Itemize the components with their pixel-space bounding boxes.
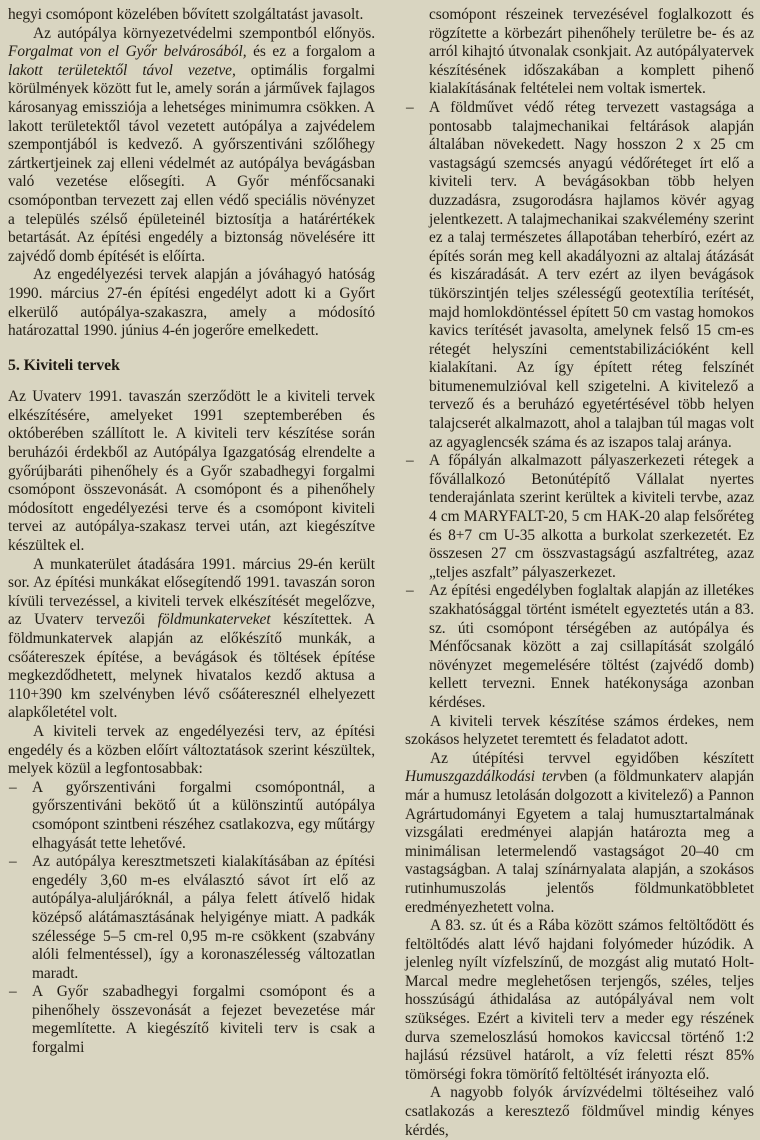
right-column	[405, 6, 754, 1140]
left-column	[8, 6, 375, 1058]
text-run: készítettek. A földmunkatervek alapján az előkészítő munkák, a csőátereszek építése, a bevágások és töltések építése megkezdődhetett, melynek hivatalos kezdő aktusa a 110+390 km szelvényben lévő csőáteresznél elhelyezett alapkőletétel volt.	[8, 611, 375, 722]
paragraph	[8, 723, 375, 779]
bullet-dash-icon: –	[406, 98, 414, 116]
text-run: A munkaterület átadására 1991. március 29-én került sor. Az építési munkákat elősegítendő 1991. tavaszán soron kívüli tervezéssel, a kiviteli tervek elkészítését megelőzve, az Uvaterv tervezői	[8, 555, 375, 629]
bullet-dash-icon: –	[9, 983, 17, 1001]
paragraph	[8, 266, 375, 340]
paragraph-continuation	[8, 388, 375, 555]
italic-text-run: Forgalmat von el Győr belvárosából,	[8, 43, 247, 61]
paragraph	[405, 713, 754, 750]
paragraph-continuation	[8, 6, 375, 25]
bullet-item	[8, 983, 375, 1057]
paragraph	[405, 1084, 754, 1140]
text-run: optimális forgalmi körülmények között fut le, amely során a járművek fajlagos károsanyag emissziója a lehetséges minimumra csökken. A lakott területektől távol vezetett autópálya a zajvédelem szempontjából is kedvező. A győrszentiváni szőlőhegy zártkertjeinek zaj elleni védelmét az autópálya bevágásban való vezetése elősegíti. A Győr ménfőcsanaki csomópontban tervezett zaj ellen védő speciális növényzet a település szélső épületeinél biztosítja a határértékek betartását. Az építési engedély a biztonság növelésére itt zajvédő domb építését is előírta.	[8, 61, 376, 265]
text-run: A győrszentiváni forgalmi csomópontnál, a győrszentiváni bekötő út a különszintű autópálya csomópont szintbeni részéhez csatlakozva, egy műtárgy elhagyását tette lehetővé.	[32, 778, 375, 852]
bullet-item	[405, 582, 754, 712]
text-run: ben (a földmunkaterv alapján már a humusz letolásán dolgozott a kivitelező) a Pannon Agrártudományi Egyetem a talaj humusztartalmának vizsgálati eredményei alapján határozta meg a minimálisan letermelendő vastagságot 20–40 cm vastagságban. A talaj színárnyalata alapján, a szokásos rutinhumuszolás jelentős földmunkatöbbletet eredményezhetett volna.	[405, 768, 754, 916]
italic-text-run: földmunkaterveket	[157, 611, 271, 629]
text-run: A kiviteli tervek az engedélyezési terv, az építési engedély és a közben előírt változtatások szerint készültek, melyek közül a legfontosabbak:	[8, 722, 375, 778]
text-run: Az Uvaterv 1991. tavaszán szerződött le a kiviteli tervek elkészítésére, amelyeket 1991 szeptemberében és októberében szállított le. A kiviteli terv készítése során beruházói érdekből az Autópálya Igazgatóság elrendelte a győrújbaráti pihenőhely és a Győr szabadhegyi forgalmi csomópont összevonását. A csomópont és a pihenőhely módosított engedélyezési terve és a csomópont kiviteli tervei az autópálya-szakasz tervei után, azt kiegészítve készültek el.	[8, 388, 375, 555]
bullet-dash-icon: –	[9, 778, 17, 796]
bullet-dash-icon: –	[406, 452, 414, 470]
paragraph	[405, 750, 754, 917]
text-run: csomópont részeinek tervezésével foglalkozott és rögzítette a körbezárt pihenőhely területre be- és az arról kihajtó útvonalak csonkjait. Az autópályatervek készítésének időszakában a komplett pihenő kialakításának feltételei nem voltak ismertek.	[429, 6, 754, 98]
section-heading	[8, 357, 375, 376]
bullet-dash-icon: –	[9, 853, 17, 871]
bullet-item	[405, 452, 754, 582]
text-run: A nagyobb folyók árvízvédelmi töltéseihez való csatlakozás a keresztező földművel mindig kényes kérdés,	[405, 1084, 754, 1139]
paragraph	[8, 25, 375, 267]
text-run: Az útépítési tervvel egyidőben készített	[430, 749, 754, 767]
italic-text-run: lakott területektől távol vezetve,	[8, 61, 236, 79]
text-run: A földművet védő réteg tervezett vastagsága a pontosabb talajmechanikai feltárások alapján általában növekedett. Nagy hosszon 2 x 25 cm vastagságú szemcsés anyagú védőréteget írt elő a kiviteli terv. A bevágásokban több helyen duzzadásra, zsugorodásra hajlamos kövér agyag jelentkezett. A talajmechanikai szakvélemény szerint ez a talaj természetes állapotában teherbíró, ezért az építés során meg kell akadályozni az altalaj átázását és kiszáradását. A terv ezért az ilyen bevágások tükörszintjén teljes szélességű geotextília terítését, majd homlokdöntéssel épített 50 cm vastag homokos kavics terítését javasolta, amelynek felső 15 cm-es rétegét helyszíni cementstabilizációként kell kialakítani. Az így épített réteg felszínét bitumenemulzióval kell szigetelni. A kivitelező a tervező és a beruházó egyetértésével több helyen talajcserét alkalmazott, ahol a talajban túl magas volt az agyaglencsék száma és az iszapos talaj aránya.	[429, 98, 754, 451]
bullet-item	[8, 779, 375, 853]
paragraph	[405, 917, 754, 1084]
text-run: hegyi csomópont közelében bővített szolgáltatást javasolt.	[8, 6, 364, 23]
italic-text-run: Humuszgazdálkodási terv	[405, 768, 566, 786]
text-run: Az autópálya keresztmetszeti kialakításában az építési engedély 3,60 m-es elválasztó sávot írt elő az autópálya-aluljáróknál, a pálya felett átívelő hidak középső alátámasztásának helyigénye miatt. A padkák szélessége 5–5 cm-rel 0,95 m-re csökkent (szabvány alóli felmentéssel), így a koronaszélesség változatlan maradt.	[32, 853, 375, 982]
text-run: A főpályán alkalmazott pályaszerkezeti rétegek a fővállalkozó Betonútépítő Vállalat nyertes tenderajánlata szerint kerültek a kiviteli tervbe, azaz 4 cm MARYFALT-20, 5 cm HAK-20 alap felsőréteg és 8+7 cm U-35 alkotta a burkolat szerkezetét. Ez összesen 27 cm összvastagságú aszfaltréteg, azaz „teljes aszfalt” pályaszerkezet.	[429, 452, 754, 581]
text-run: A kiviteli tervek készítése számos érdekes, nem szokásos helyzetet teremtett és feladatot adott.	[405, 712, 754, 749]
text-run: és ez a forgalom a	[246, 43, 375, 61]
bullet-item	[8, 853, 375, 983]
text-run: A Győr szabadhegyi forgalmi csomópont és a pihenőhely összevonását a fejezet bevezetése már megemlítette. A kiegészítő kiviteli terv is csak a forgalmi	[32, 983, 375, 1057]
text-run: 5. Kiviteli tervek	[8, 356, 120, 374]
bullet-dash-icon: –	[406, 582, 414, 600]
paragraph	[8, 556, 375, 723]
text-run: A 83. sz. út és a Rába között számos feltöltődött és feltöltődés alatt lévő hajdani folyómeder húzódik. A jelenleg nyílt vízfelszínű, de mozgást alig mutató Holt-Marcal medre meglehetősen terjengős, széles, teljes hosszúságú áthidalása az autópályával nem volt szükséges. Ezért a kiviteli terv a meder egy részének durva szemeloszlású homokos kaviccsal történő 1:2 hajlású rézsüvel határolt, a víz feletti részt 85% tömörségi fokra tömörítő feltöltését irányozta elő.	[405, 917, 754, 1083]
text-run: Az autópálya környezetvédelmi szempontból előnyös.	[33, 24, 375, 42]
bullet-item-continuation	[405, 6, 754, 99]
text-run: Az építési engedélyben foglaltak alapján az illetékes szakhatósággal történt ismételt egyeztetés után a 83. sz. úti csomópont térségében az autópálya és Ménfőcsanak között a zaj csillapítását szolgáló növényzet megemelésére töltést (zajvédő domb) kellett tervezni. Ennek hatékonysága azonban kérdéses.	[429, 582, 754, 711]
text-run: Az engedélyezési tervek alapján a jóváhagyó hatóság 1990. március 27-én építési engedélyt adott ki a Győrt elkerülő autópálya-szakaszra, amely a módosító határozattal 1990. június 4-én jogerőre emelkedett.	[8, 266, 375, 340]
bullet-item	[405, 99, 754, 452]
